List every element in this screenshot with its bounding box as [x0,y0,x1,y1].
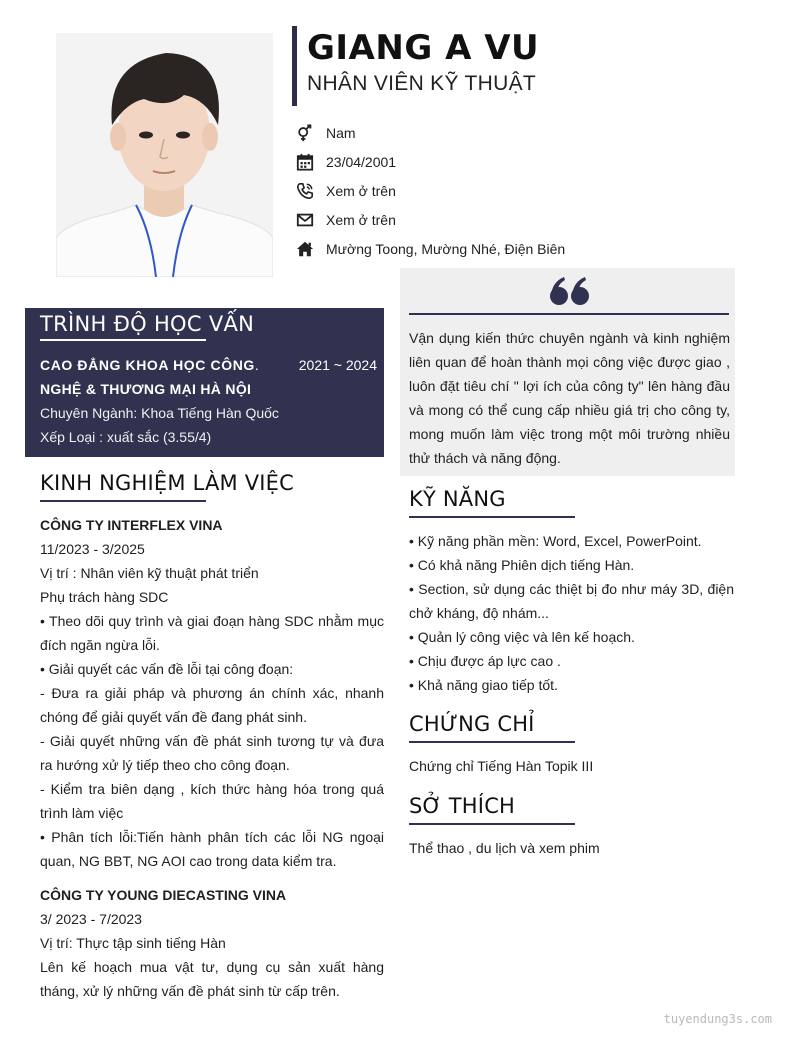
job-detail: • Theo dõi quy trình và giai đoạn hàng SDC nhằm mục đích ngăn ngừa lỗi. [40,613,384,653]
job-period: 11/2023 - 3/2025 [40,541,145,557]
education-major: Chuyên Ngành: Khoa Tiếng Hàn Quốc [40,405,279,421]
experience-underline [40,500,206,502]
job-detail: Lên kế hoạch mua vật tư, dụng cụ sản xuất hàng tháng, xử lý những vấn đề phát sinh từ cấp trên. [40,959,384,999]
phone-value: Xem ở trên [326,182,396,199]
certificates-section [409,709,734,778]
education-underline [40,339,206,341]
hobbies-underline [409,823,575,825]
contact-gender [296,118,756,147]
birthday-value: 23/04/2001 [326,153,397,170]
school-dot: . [254,357,259,373]
skill-item: • Khả năng giao tiếp tốt. [409,677,558,693]
email-icon [296,211,314,229]
contact-info [296,118,756,263]
job-detail: • Phân tích lỗi:Tiến hành phân tích các lỗi NG ngoại quan, NG BBT, NG AOI cao trong data kiểm tra. [40,829,384,869]
experience-section [40,468,384,1003]
skill-item: • Chịu được áp lực cao . [409,653,561,669]
skill-item: • Quản lý công việc và lên kế hoạch. [409,629,635,645]
job-detail: • Giải quyết các vấn đề lỗi tại công đoạn: [40,661,294,677]
portrait-illustration [56,33,273,277]
skills-title: KỸ NĂNG [409,487,506,511]
name-header [292,26,539,106]
skill-item: • Section, sử dụng các thiệt bị đo như máy 3D, điện chở kháng, độ nhám... [409,581,734,621]
address-value: Mường Toong, Mường Nhé, Điện Biên [326,240,566,257]
home-icon [296,240,314,258]
certificate-item: Chứng chỉ Tiếng Hàn Topik III [409,758,594,774]
job-detail: - Kiểm tra biên dạng , kích thức hàng hóa trong quá trình làm việc [40,781,384,821]
profile-photo [56,33,273,277]
education-section [25,308,384,457]
contact-email [296,205,756,234]
job-detail: - Đưa ra giải pháp và phương án chính xác, nhanh chóng để giải quyết vấn đề đang phát sinh. [40,685,384,725]
job-position: Vị trí: Thực tập sinh tiếng Hàn [40,935,226,951]
contact-address [296,234,756,263]
school-name-line2: NGHỆ & THƯƠNG MẠI HÀ NỘI [40,381,252,397]
objective-text: Vận dụng kiến thức chuyên ngành và kinh nghiệm liên quan để hoàn thành mọi công việc được giao , luôn đặt tiêu chí " lợi ích của công ty" lên hàng đầu và mong có thể cung cấp nhiều giá trị cho công ty, mong muốn làm việc trong một môi trường nhiều thử thách và năng động. [409,330,730,466]
experience-title: KINH NGHIỆM LÀM VIỆC [40,471,295,495]
certificates-underline [409,741,575,743]
skill-item: • Kỹ năng phần mền: Word, Excel, PowerPoint. [409,533,702,549]
job-title: NHÂN VIÊN KỸ THUẬT [307,72,537,95]
objective-divider [409,313,729,315]
email-value: Xem ở trên [326,211,396,228]
contact-birthday [296,147,756,176]
certificates-title: CHỨNG CHỈ [409,712,535,736]
education-title: TRÌNH ĐỘ HỌC VẤN [40,312,255,336]
gender-icon [296,124,314,142]
job-responsibility: Phụ trách hàng SDC [40,589,169,605]
job-company: CÔNG TY INTERFLEX VINA [40,517,223,533]
education-grade: Xếp Loại : xuất sắc (3.55/4) [40,429,212,445]
job-period: 3/ 2023 - 7/2023 [40,911,142,927]
full-name: GIANG A VU [307,28,540,68]
calendar-icon [296,153,314,171]
education-period: 2021 ~ 2024 [298,357,377,373]
phone-icon [296,182,314,200]
job-position: Vị trí : Nhân viên kỹ thuật phát triển [40,565,259,581]
quote-icon [409,268,730,312]
gender-value: Nam [326,124,356,141]
skills-section [409,484,734,697]
hobbies-title: SỞ THÍCH [409,794,516,818]
job-company: CÔNG TY YOUNG DIECASTING VINA [40,887,287,903]
watermark: tuyendung3s.com [663,1012,772,1026]
skills-underline [409,516,575,518]
objective-box [400,268,735,476]
hobbies-section [409,791,734,860]
school-name-line1: CAO ĐẲNG KHOA HỌC CÔNG [40,357,255,373]
job-detail: - Giải quyết những vấn đề phát sinh tương tự và đưa ra hướng xử lý tiếp theo cho công đoạn. [40,733,384,773]
hobby-item: Thể thao , du lịch và xem phim [409,840,600,856]
school-row [40,353,377,377]
skill-item: • Có khả năng Phiên dịch tiếng Hàn. [409,557,635,573]
contact-phone [296,176,756,205]
